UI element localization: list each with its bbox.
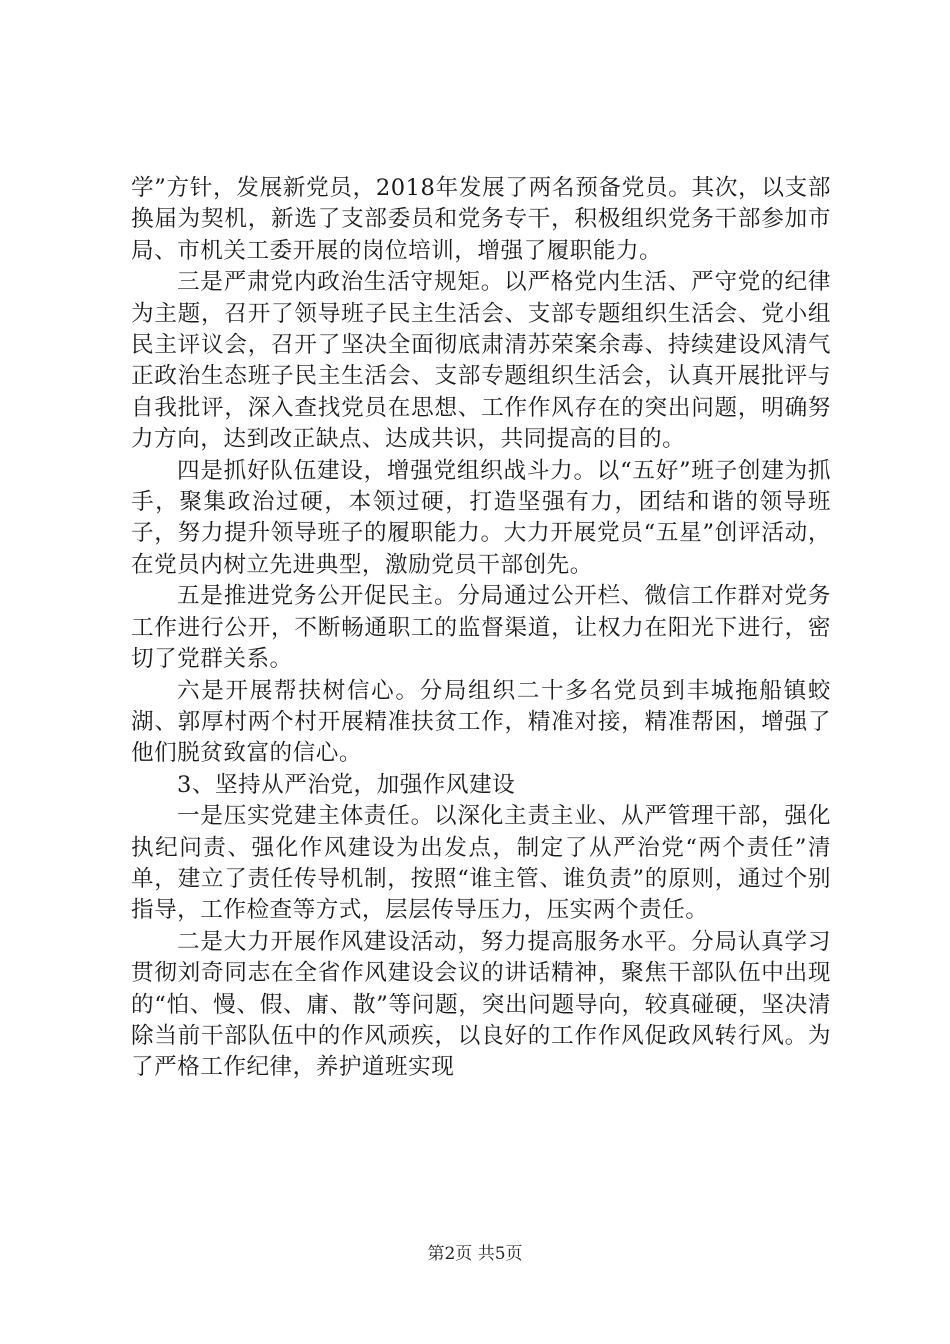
page-number-footer: 第2页 共5页	[427, 1244, 523, 1264]
paragraph-continuation: 学”方针，发展新党员，2018年发展了两名预备党员。其次，以支部换届为契机，新选了支部委员和党务专干，积极组织党务干部参加市局、市机关工委开展的岗位培训，增强了履职能力。	[131, 175, 831, 264]
document-body	[131, 173, 831, 1084]
paragraph-point-two: 二是大力开展作风建设活动，努力提高服务水平。分局认真学习贯彻刘奇同志在全省作风建设会议的讲话精神，聚焦干部队伍中出现的“怕、慢、假、庸、散”等问题，突出问题导向，较真碰硬，坚决清除当前干部队伍中的作风顽疾，以良好的工作作风促政风转行风。为了严格工作纪律，养护道班实现	[131, 928, 831, 1081]
paragraph-point-one: 一是压实党建主体责任。以深化主责主业、从严管理干部，强化执纪问责、强化作风建设为出发点，制定了从严治党“两个责任”清单，建立了责任传导机制，按照“谁主管、谁负责”的原则，通过个别指导，工作检查等方式，层层传导压力，压实两个责任。	[131, 803, 831, 924]
section-heading: 3、坚持从严治党，加强作风建设	[177, 771, 516, 798]
paragraph-point-six: 六是开展帮扶树信心。分局组织二十多名党员到丰城拖船镇蛟湖、郭厚村两个村开展精准扶贫工作，精准对接，精准帮困，增强了他们脱贫致富的信心。	[131, 677, 831, 767]
paragraph-point-five: 五是推进党务公开促民主。分局通过公开栏、微信工作群对党务工作进行公开，不断畅通职工的监督渠道，让权力在阳光下进行，密切了党群关系。	[131, 583, 831, 673]
paragraph-point-four: 四是抓好队伍建设，增强党组织战斗力。以“五好”班子创建为抓手，聚集政治过硬，本领过硬，打造坚强有力，团结和谐的领导班子，努力提升领导班子的履职能力。大力开展党员“五星”创评活动，在党员内树立先进典型，激励党员干部创先。	[131, 457, 831, 578]
paragraph-point-three: 三是严肃党内政治生活守规矩。以严格党内生活、严守党的纪律为主题，召开了领导班子民主生活会、支部专题组织生活会、党小组民主评议会，召开了坚决全面彻底肃清苏荣案余毒、持续建设风清气正政治生态班子民主生活会、支部专题组织生活会，认真开展批评与自我批评，深入查找党员在思想、工作作风存在的突出问题，明确努力方向，达到改正缺点、达成共识，共同提高的目的。	[131, 269, 831, 453]
